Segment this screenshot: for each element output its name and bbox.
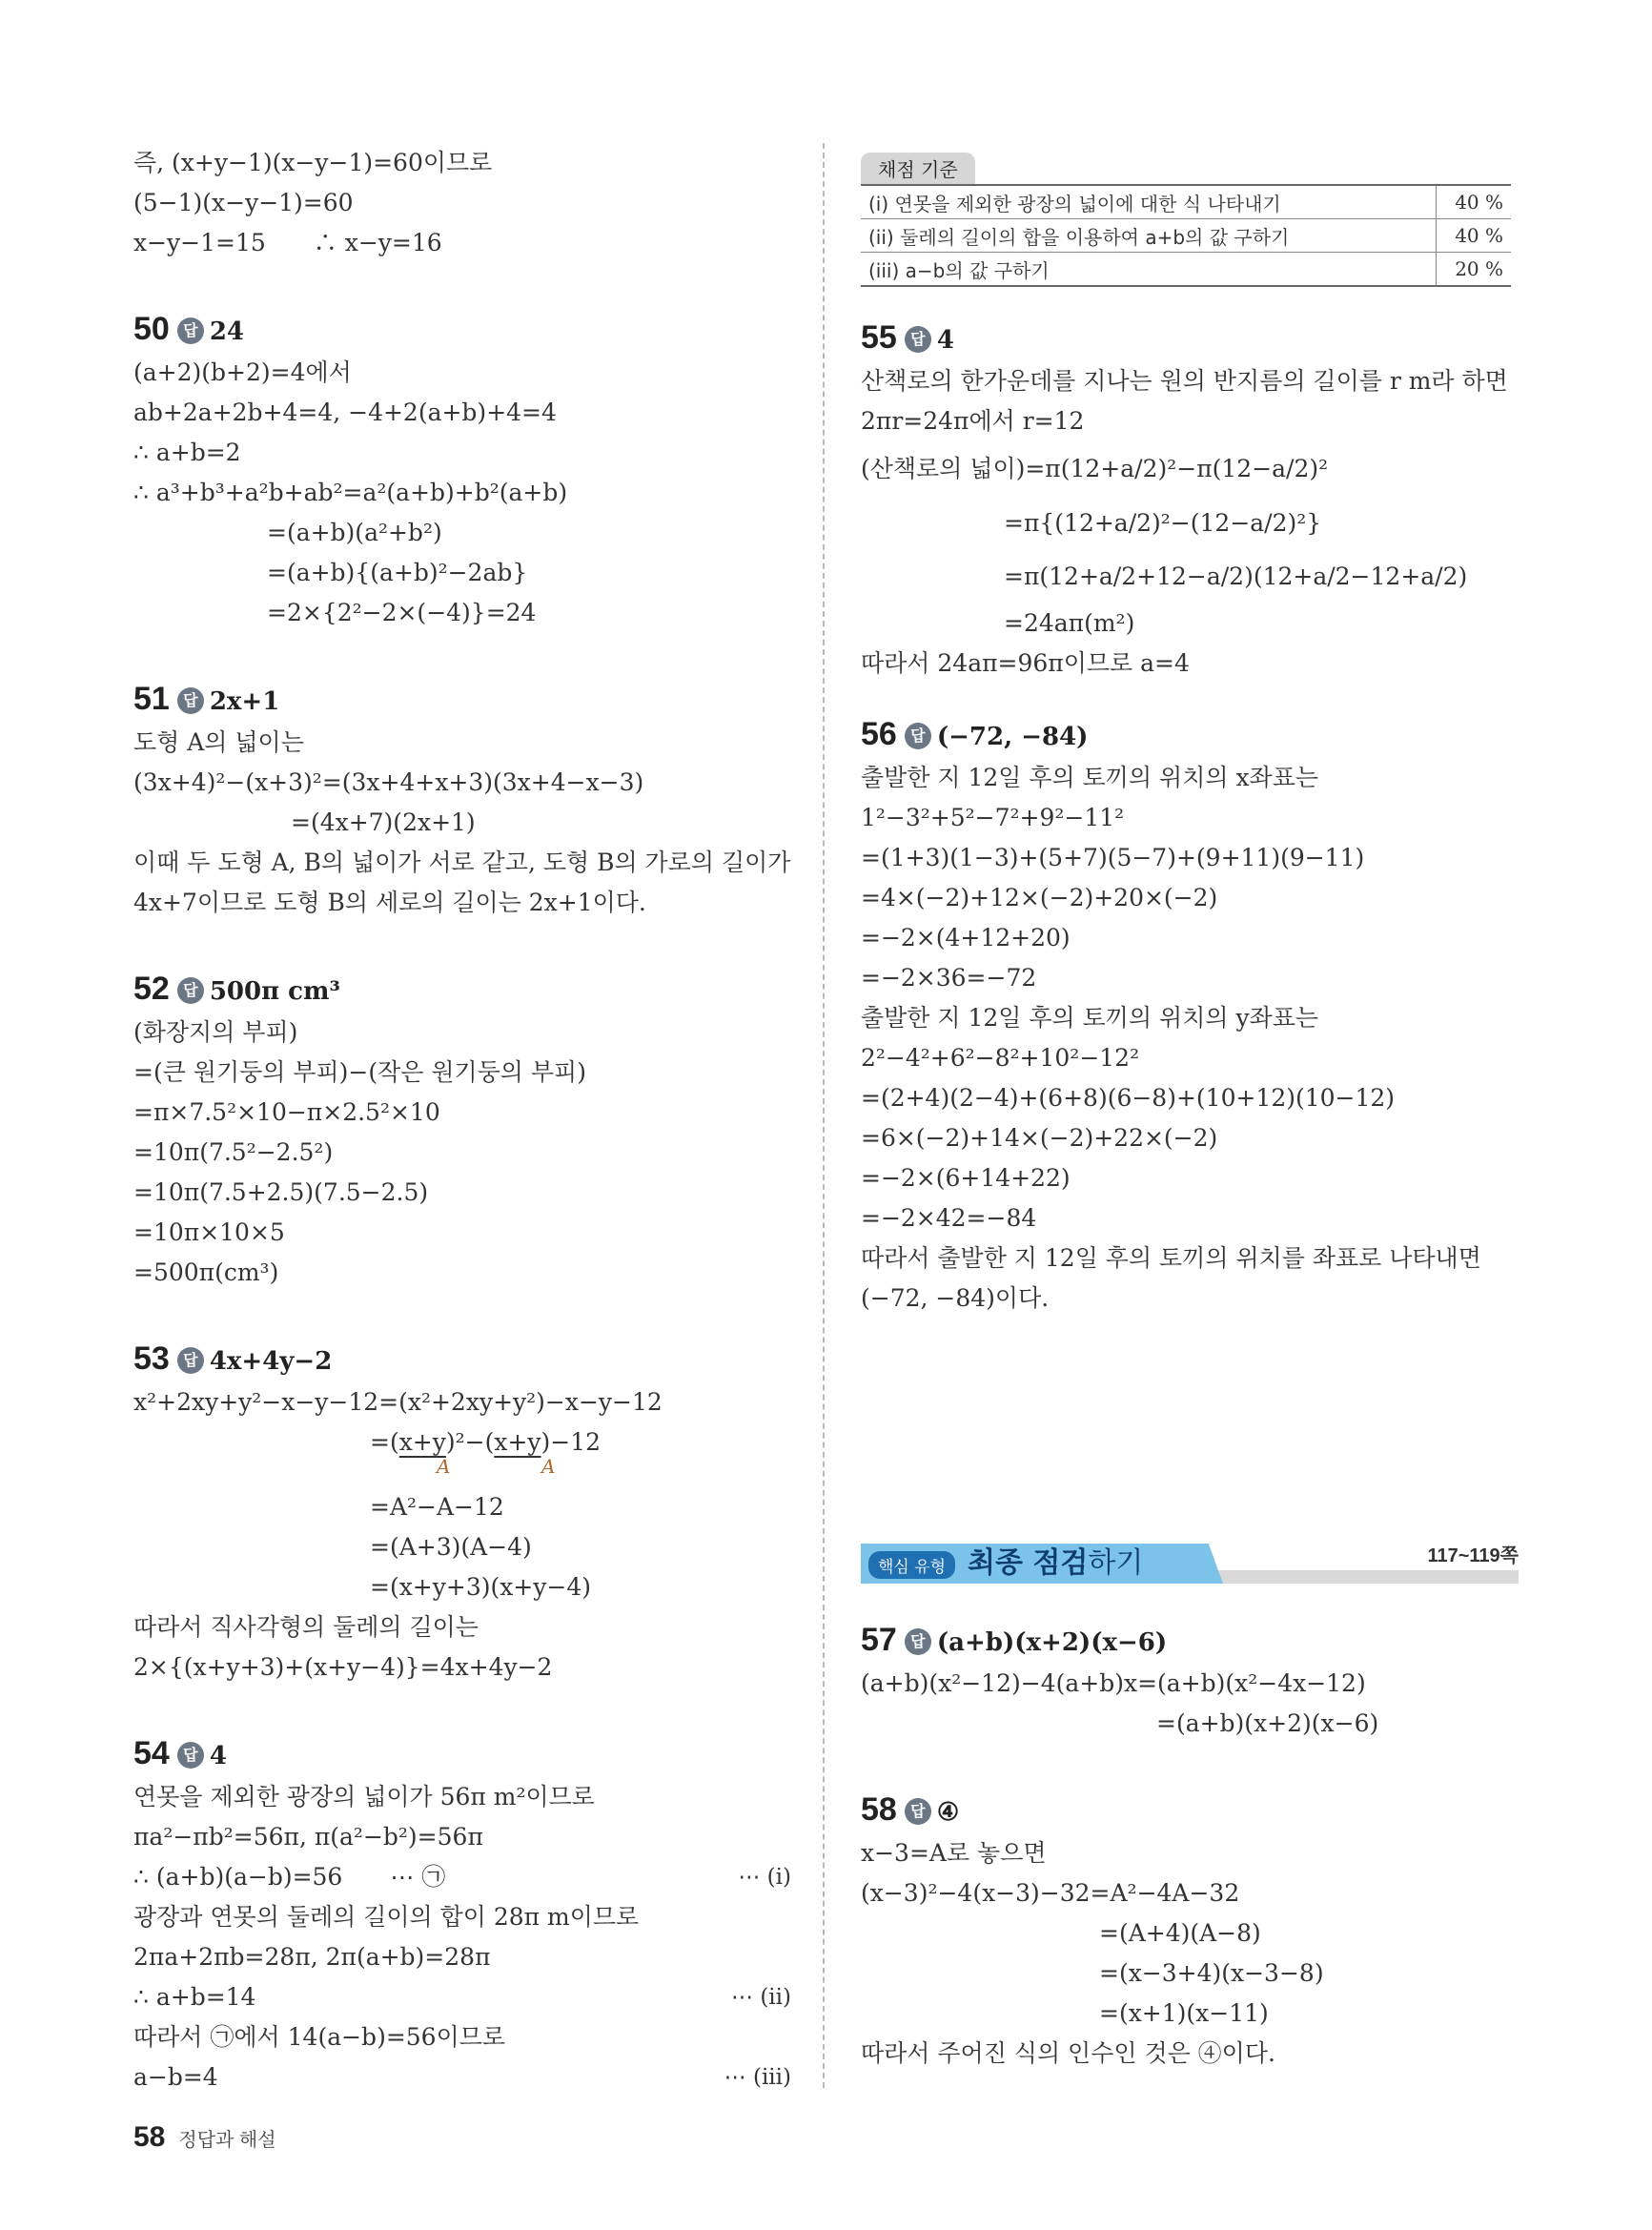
problem-number: 54 xyxy=(133,1735,170,1771)
solution-line xyxy=(133,1422,791,1463)
problem-header-55 xyxy=(861,314,1519,361)
problem-header-52 xyxy=(133,965,791,1013)
solution-line: =(x−3+4)(x−3−8) xyxy=(1099,1959,1324,1987)
solution-line: (x−3)²−4(x−3)−32=A²−4A−32 xyxy=(861,1879,1240,1907)
table-row xyxy=(861,253,1511,287)
scoring-criteria xyxy=(861,153,1519,287)
solution-line: 도형 A의 넓이는 xyxy=(133,728,304,756)
section-banner xyxy=(861,1544,1519,1587)
answer-badge: 답 xyxy=(177,1347,204,1374)
solution-line: 이때 두 도형 A, B의 넓이가 서로 같고, 도형 B의 가로의 길이가 xyxy=(133,849,791,876)
solution-line: =(A+4)(A−8) xyxy=(1099,1919,1261,1947)
problem-header-50 xyxy=(133,305,791,353)
solution-line: 1²−3²+5²−7²+9²−11² xyxy=(861,804,1125,831)
solution-line: 2×{(x+y+3)+(x+y−4)}=4x+4y−2 xyxy=(133,1653,553,1681)
page-number: 58 xyxy=(133,2121,166,2153)
solution-line: 출발한 지 12일 후의 토끼의 위치의 y좌표는 xyxy=(861,1004,1319,1032)
solution-line: =−2×42=−84 xyxy=(861,1204,1037,1232)
solution-line: =2×{2²−2×(−4)}=24 xyxy=(267,599,537,626)
solution-line: x−3=A로 놓으면 xyxy=(861,1839,1047,1867)
solution-line: 출발한 지 12일 후의 토끼의 위치의 x좌표는 xyxy=(861,764,1318,791)
solution-line: =π{(12+a/2)²−(12−a/2)²} xyxy=(1004,509,1322,537)
substitution-label: A xyxy=(437,1455,451,1478)
solution-line: =(2+4)(2−4)+(6+8)(6−8)+(10+12)(10−12) xyxy=(861,1084,1396,1112)
problem-header-51 xyxy=(133,675,791,723)
solution-line: 따라서 출발한 지 12일 후의 토끼의 위치를 좌표로 나타내면 xyxy=(861,1244,1481,1272)
footer-text: 정답과 해설 xyxy=(178,2130,276,2151)
answer-badge: 답 xyxy=(177,1742,204,1769)
solution-line: =10π(7.5+2.5)(7.5−2.5) xyxy=(133,1178,429,1206)
solution-line xyxy=(133,1977,791,2017)
scoring-table xyxy=(861,184,1511,287)
problem-number: 50 xyxy=(133,311,170,347)
solution-line: 4x+7이므로 도형 B의 세로의 길이는 2x+1이다. xyxy=(133,889,646,916)
expr-part: =( xyxy=(370,1428,399,1456)
solution-line: 따라서 ㉠에서 14(a−b)=56이므로 xyxy=(133,2023,506,2051)
column-divider xyxy=(823,143,825,2088)
solution-line: (산책로의 넓이)=π(12+a/2)²−π(12−a/2)² xyxy=(861,455,1329,482)
answer-badge: 답 xyxy=(905,326,931,353)
solution-line: =(a+b){(a+b)²−2ab} xyxy=(267,559,528,586)
answer-value: 2x+1 xyxy=(209,687,280,716)
solution-line: =−2×(4+12+20) xyxy=(861,924,1071,951)
problem-number: 55 xyxy=(861,319,897,356)
problem-number: 56 xyxy=(861,716,897,752)
expr-part: )−12 xyxy=(540,1428,602,1456)
solution-line: =(x+y+3)(x+y−4) xyxy=(370,1573,592,1601)
substitution-labels xyxy=(133,1455,791,1487)
scoring-step-mark: ⋯ (iii) xyxy=(724,2065,791,2090)
solution-line: =(x+1)(x−11) xyxy=(1099,1999,1269,2027)
substitution-label: A xyxy=(541,1455,556,1478)
scoring-step-mark: ⋯ (i) xyxy=(738,1865,791,1890)
solution-line: =(4x+7)(2x+1) xyxy=(291,808,476,836)
answer-badge: 답 xyxy=(177,687,204,714)
solution-line xyxy=(133,1857,791,1897)
criteria-label: (iii) a−b의 값 구하기 xyxy=(861,253,1437,287)
right-column xyxy=(861,143,1519,2074)
solution-line: (−72, −84)이다. xyxy=(861,1284,1050,1312)
solution-line: =−2×36=−72 xyxy=(861,964,1037,992)
problem-number: 58 xyxy=(861,1791,897,1828)
section-title-bold: 최종 점검 xyxy=(968,1546,1089,1580)
solution-line: πa²−πb²=56π, π(a²−b²)=56π xyxy=(133,1823,483,1851)
table-row xyxy=(861,185,1511,219)
problem-number: 57 xyxy=(861,1622,897,1658)
answer-badge: 답 xyxy=(905,1798,931,1825)
scoring-criteria-tab: 채점 기준 xyxy=(861,153,975,184)
solution-line: x²+2xy+y²−x−y−12=(x²+2xy+y²)−x−y−12 xyxy=(133,1388,663,1416)
answer-value: 500π cm³ xyxy=(209,977,340,1006)
solution-line: =(A+3)(A−4) xyxy=(370,1533,532,1561)
expr-part: ∴ a+b=14 xyxy=(133,1983,256,2011)
solution-line: =−2×(6+14+22) xyxy=(861,1164,1071,1192)
answer-value: (a+b)(x+2)(x−6) xyxy=(936,1628,1168,1657)
solution-line: =500π(cm³) xyxy=(133,1258,279,1286)
underlined-term: x+y xyxy=(398,1428,446,1456)
section-title-rest: 하기 xyxy=(1088,1546,1144,1580)
problem-number: 52 xyxy=(133,971,170,1007)
answer-badge: 답 xyxy=(177,317,204,344)
solution-line: =10π(7.5²−2.5²) xyxy=(133,1138,334,1166)
solution-line: (화장지의 부피) xyxy=(133,1018,298,1046)
problem-number: 53 xyxy=(133,1340,170,1377)
answer-value: 4 xyxy=(936,326,954,355)
solution-line: =A²−A−12 xyxy=(370,1493,504,1521)
criteria-label: (i) 연못을 제외한 광장의 넓이에 대한 식 나타내기 xyxy=(861,185,1437,219)
solution-line: =(큰 원기둥의 부피)−(작은 원기둥의 부피) xyxy=(133,1058,586,1086)
solution-line: =24aπ(m²) xyxy=(1004,609,1135,637)
solution-line: 2πa+2πb=28π, 2π(a+b)=28π xyxy=(133,1943,491,1971)
solution-line: 따라서 주어진 식의 인수인 것은 ④이다. xyxy=(861,2039,1275,2067)
solution-line: ∴ a+b=2 xyxy=(133,439,241,466)
solution-line: 2²−4²+6²−8²+10²−12² xyxy=(861,1044,1140,1072)
answer-badge: 답 xyxy=(177,977,204,1004)
solution-line: =π×7.5²×10−π×2.5²×10 xyxy=(133,1098,440,1126)
page-range: 117~119쪽 xyxy=(1427,1545,1519,1566)
problem-header-57 xyxy=(861,1616,1519,1664)
expr-part: )²−( xyxy=(445,1428,495,1456)
solution-line: (5−1)(x−y−1)=60 xyxy=(133,189,354,216)
problem-header-58 xyxy=(861,1786,1519,1833)
problem-header-56 xyxy=(861,710,1519,758)
solution-line xyxy=(133,2057,791,2097)
solution-line: =(a+b)(a²+b²) xyxy=(267,519,442,546)
answer-badge: 답 xyxy=(905,1628,931,1655)
table-row xyxy=(861,219,1511,253)
section-title xyxy=(968,1544,1143,1584)
underlined-term: x+y xyxy=(494,1428,541,1456)
solution-line: 연못을 제외한 광장의 넓이가 56π m²이므로 xyxy=(133,1783,595,1811)
answer-value: (−72, −84) xyxy=(936,723,1089,751)
solution-line: (a+2)(b+2)=4에서 xyxy=(133,358,352,386)
problem-number: 51 xyxy=(133,681,170,717)
solution-line: =(1+3)(1−3)+(5+7)(5−7)+(9+11)(9−11) xyxy=(861,844,1365,871)
solution-line: 광장과 연못의 둘레의 길이의 합이 28π m이므로 xyxy=(133,1903,640,1931)
problem-header-54 xyxy=(133,1729,791,1777)
solution-line: =π(12+a/2+12−a/2)(12+a/2−12+a/2) xyxy=(1004,563,1468,590)
problem-header-53 xyxy=(133,1335,791,1382)
solution-line: 2πr=24π에서 r=12 xyxy=(861,407,1085,435)
solution-line: x−y−1=15 ∴ x−y=16 xyxy=(133,229,442,256)
solution-line: 따라서 24aπ=96π이므로 a=4 xyxy=(861,649,1190,677)
criteria-percent: 20 % xyxy=(1437,253,1512,287)
answer-value: 4 xyxy=(209,1742,227,1770)
solution-line: =10π×10×5 xyxy=(133,1218,285,1246)
solution-line: (a+b)(x²−12)−4(a+b)x=(a+b)(x²−4x−12) xyxy=(861,1669,1366,1697)
answer-badge: 답 xyxy=(905,723,931,749)
solution-line: (3x+4)²−(x+3)²=(3x+4+x+3)(3x+4−x−3) xyxy=(133,768,644,796)
left-column xyxy=(133,143,791,2097)
answer-value: 24 xyxy=(209,317,245,346)
solution-line: =6×(−2)+14×(−2)+22×(−2) xyxy=(861,1124,1218,1152)
solution-line: =(a+b)(x+2)(x−6) xyxy=(1156,1709,1379,1737)
solution-line: 산책로의 한가운데를 지나는 원의 반지름의 길이를 r m라 하면 xyxy=(861,367,1508,395)
solution-line: ab+2a+2b+4=4, −4+2(a+b)+4=4 xyxy=(133,399,557,426)
solution-line: =4×(−2)+12×(−2)+20×(−2) xyxy=(861,884,1218,911)
expr-part: ∴ (a+b)(a−b)=56 ⋯ ㉠ xyxy=(133,1863,446,1891)
page-footer xyxy=(133,2121,276,2154)
answer-value: 4x+4y−2 xyxy=(209,1347,333,1376)
criteria-percent: 40 % xyxy=(1437,185,1512,219)
solution-line: 즉, (x+y−1)(x−y−1)=60이므로 xyxy=(133,149,493,176)
solution-line: 따라서 직사각형의 둘레의 길이는 xyxy=(133,1613,479,1641)
criteria-percent: 40 % xyxy=(1437,219,1512,253)
section-tag: 핵심 유형 xyxy=(868,1551,955,1579)
scoring-step-mark: ⋯ (ii) xyxy=(731,1985,791,2010)
solution-line: ∴ a³+b³+a²b+ab²=a²(a+b)+b²(a+b) xyxy=(133,479,568,506)
criteria-label: (ii) 둘레의 길이의 합을 이용하여 a+b의 값 구하기 xyxy=(861,219,1437,253)
expr-part: a−b=4 xyxy=(133,2063,218,2091)
answer-value: ④ xyxy=(936,1798,960,1827)
